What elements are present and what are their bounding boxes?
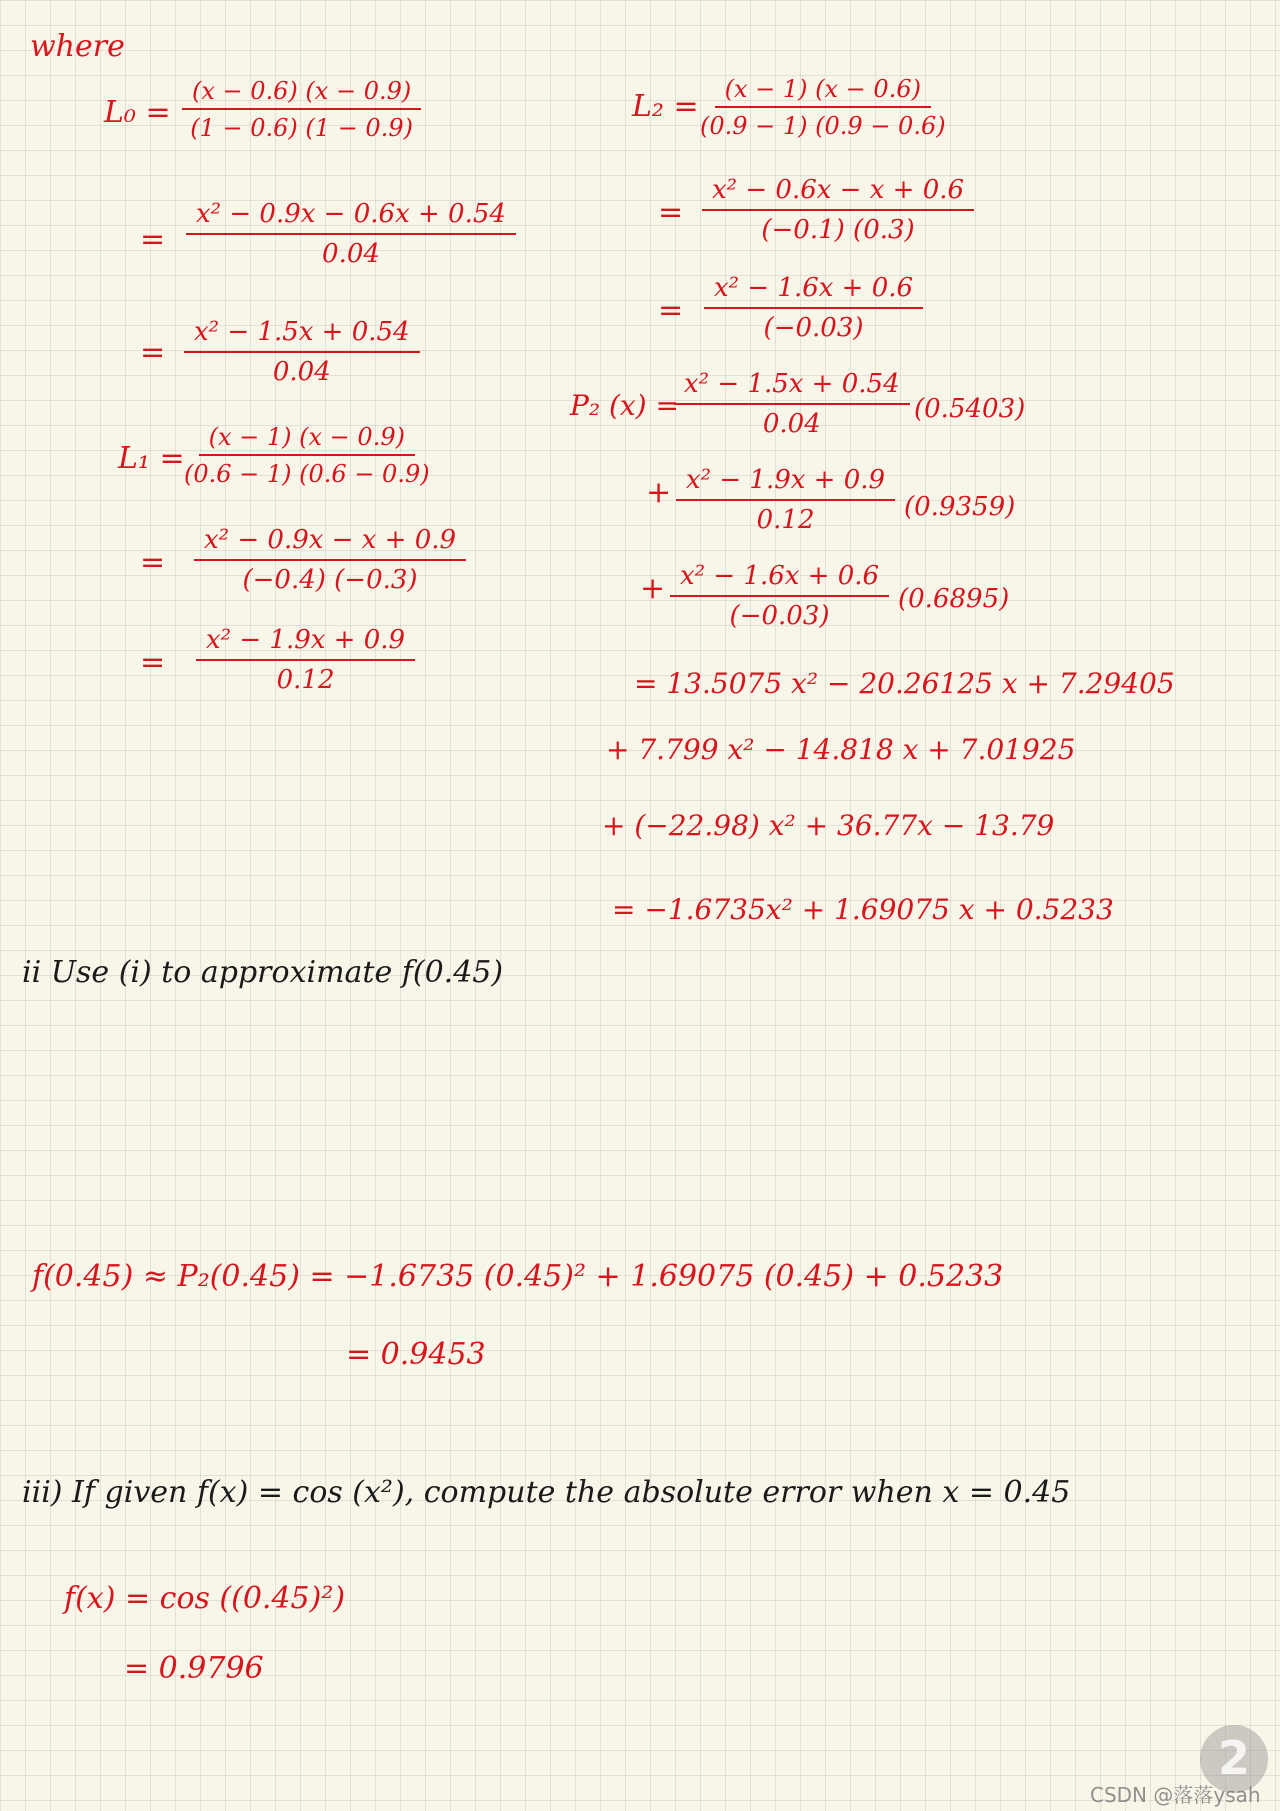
plus-sign: + — [646, 475, 672, 510]
l2-fraction-2-numerator: x² − 0.6x − x + 0.6 — [702, 176, 974, 211]
l2-fraction-1-numerator: (x − 1) (x − 0.6) — [715, 76, 931, 108]
answer-iii-line-2: = 0.9796 — [124, 1651, 264, 1686]
p2-term-2-fraction — [676, 466, 895, 534]
l0-fraction-2-denominator: 0.04 — [322, 238, 380, 269]
l0-fraction-1 — [182, 78, 421, 142]
question-iii: iii) If given f(x) = cos (x²), compute the absolute error when x = 0.45 — [22, 1475, 1071, 1510]
l1-fraction-3-denominator: 0.12 — [276, 664, 335, 695]
l2-fraction-2-denominator: (−0.1) (0.3) — [761, 214, 915, 245]
l2-fraction-2 — [702, 176, 974, 244]
l0-fraction-2-numerator: x² − 0.9x − 0.6x + 0.54 — [186, 200, 516, 235]
l1-fraction-2-denominator: (−0.4) (−0.3) — [242, 564, 418, 595]
p2-term-1-factor: (0.5403) — [914, 394, 1026, 424]
equals-sign: = — [140, 335, 166, 370]
p2-term-1-numerator: x² − 1.5x + 0.54 — [674, 370, 910, 405]
p2-expansion-line-1: = 13.5075 x² − 20.26125 x + 7.29405 — [634, 667, 1175, 700]
l1-fraction-2 — [194, 526, 466, 594]
equals-sign: = — [658, 195, 684, 230]
l2-label: L₂ = — [632, 89, 699, 124]
l2-fraction-1 — [700, 76, 946, 140]
p2-label: P₂ (x) = — [570, 389, 679, 422]
equals-sign: = — [140, 645, 166, 680]
equals-sign: = — [140, 222, 166, 257]
p2-expansion-line-2: + 7.799 x² − 14.818 x + 7.01925 — [606, 733, 1076, 766]
l1-fraction-1-numerator: (x − 1) (x − 0.9) — [199, 424, 415, 456]
answer-iii-line-1: f(x) = cos ((0.45)²) — [64, 1581, 346, 1616]
plus-sign: + — [640, 571, 666, 606]
answer-ii-line-1: f(0.45) ≈ P₂(0.45) = −1.6735 (0.45)² + 1.69075 (0.45) + 0.5233 — [32, 1259, 1004, 1294]
p2-term-2-denominator: 0.12 — [756, 504, 815, 535]
answer-ii-line-2: = 0.9453 — [346, 1337, 486, 1372]
p2-term-3-numerator: x² − 1.6x + 0.6 — [670, 562, 889, 597]
l1-fraction-2-numerator: x² − 0.9x − x + 0.9 — [194, 526, 466, 561]
l0-label: L₀ = — [104, 95, 171, 130]
l0-fraction-1-denominator: (1 − 0.6) (1 − 0.9) — [190, 114, 413, 143]
p2-term-2-numerator: x² − 1.9x + 0.9 — [676, 466, 895, 501]
equals-sign: = — [140, 545, 166, 580]
l2-fraction-3-denominator: (−0.03) — [763, 312, 864, 343]
l2-fraction-3 — [704, 274, 923, 342]
p2-term-3-factor: (0.6895) — [898, 584, 1010, 614]
p2-term-1-fraction — [674, 370, 910, 438]
l0-fraction-3-numerator: x² − 1.5x + 0.54 — [184, 318, 420, 353]
l1-label: L₁ = — [118, 441, 185, 476]
l1-fraction-1 — [184, 424, 430, 488]
l1-fraction-1-denominator: (0.6 − 1) (0.6 − 0.9) — [184, 460, 430, 489]
p2-expansion-line-3: + (−22.98) x² + 36.77x − 13.79 — [602, 809, 1055, 842]
p2-term-3-fraction — [670, 562, 889, 630]
equals-sign: = — [658, 293, 684, 328]
l0-fraction-1-numerator: (x − 0.6) (x − 0.9) — [182, 78, 421, 110]
p2-term-1-denominator: 0.04 — [762, 408, 821, 439]
question-ii: ii Use (i) to approximate f(0.45) — [22, 955, 504, 990]
p2-term-3-denominator: (−0.03) — [729, 600, 830, 631]
l0-fraction-2 — [186, 200, 516, 268]
where-label: where — [30, 29, 125, 64]
l1-fraction-3 — [196, 626, 415, 694]
watermark-text: CSDN @落落ysah — [1090, 1783, 1261, 1807]
p2-result: = −1.6735x² + 1.69075 x + 0.5233 — [612, 893, 1114, 926]
l2-fraction-1-denominator: (0.9 − 1) (0.9 − 0.6) — [700, 112, 946, 141]
l0-fraction-3-denominator: 0.04 — [272, 356, 331, 387]
p2-term-2-factor: (0.9359) — [904, 492, 1016, 522]
l2-fraction-3-numerator: x² − 1.6x + 0.6 — [704, 274, 923, 309]
l0-fraction-3 — [184, 318, 420, 386]
l1-fraction-3-numerator: x² − 1.9x + 0.9 — [196, 626, 415, 661]
